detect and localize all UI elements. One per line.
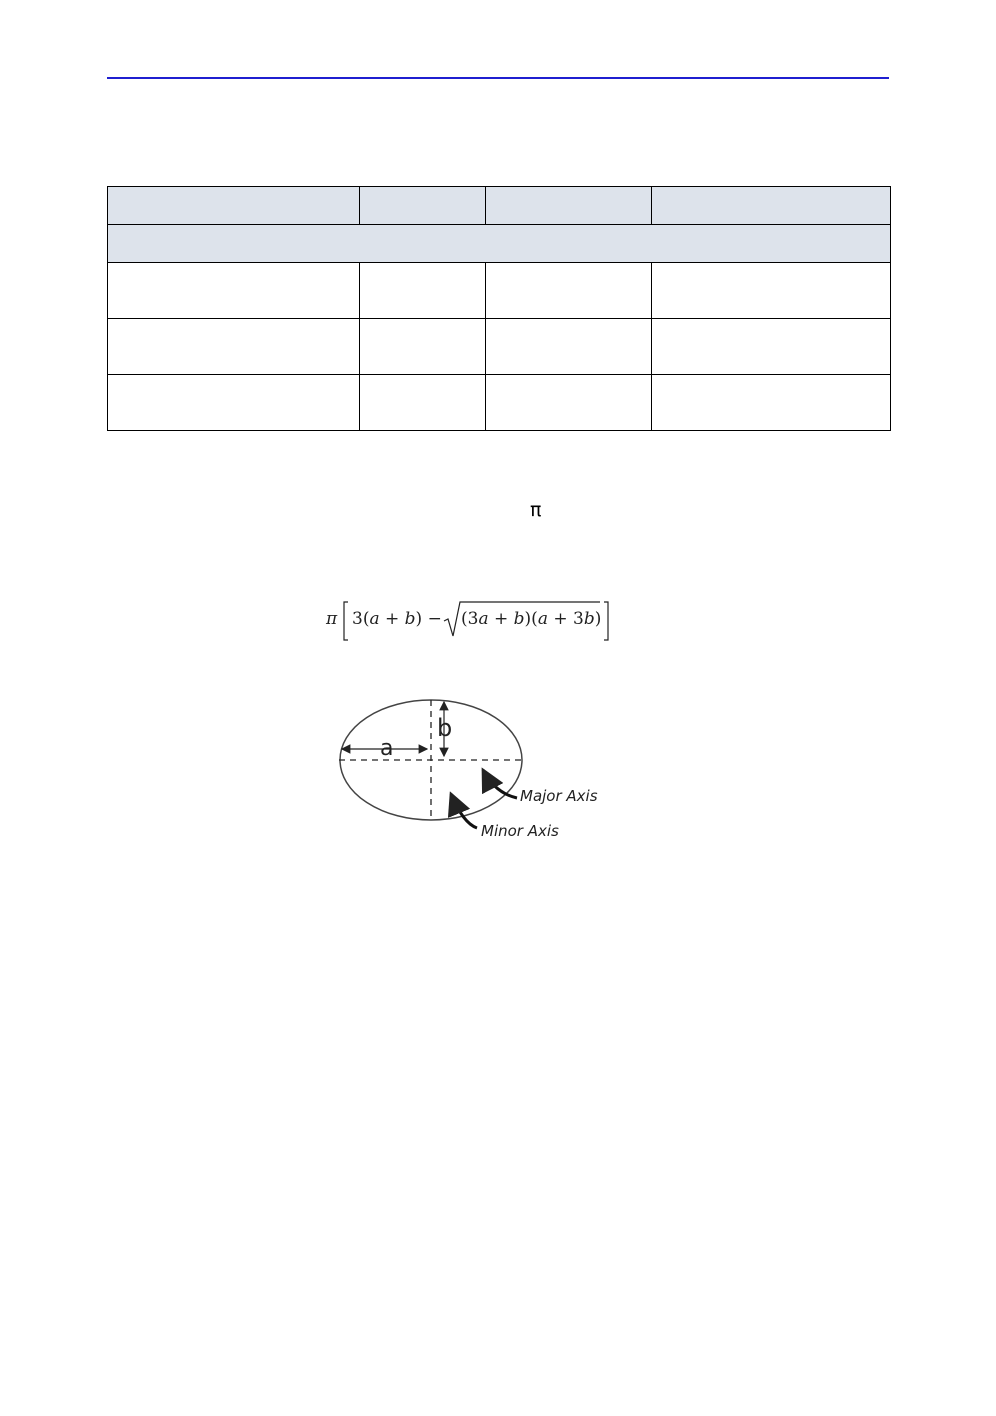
major-axis-pointer [483, 770, 517, 798]
table-cell [360, 375, 486, 431]
table-group-row [108, 225, 891, 263]
table-row [108, 375, 891, 431]
minor-axis-pointer [451, 794, 477, 828]
spec-table [107, 186, 891, 431]
table-cell [652, 319, 891, 375]
formula-pi: π [326, 609, 338, 629]
table-cell [652, 375, 891, 431]
table-header-cell [652, 187, 891, 225]
table-cell [652, 263, 891, 319]
table-cell [486, 375, 652, 431]
formula-radicand: (3a + b)(a + 3b) [461, 609, 602, 629]
label-b: b [437, 714, 453, 742]
ellipse-perimeter-formula [318, 590, 618, 650]
table-header-row [108, 187, 891, 225]
table-group-cell [108, 225, 891, 263]
table-row [108, 319, 891, 375]
table-cell [486, 319, 652, 375]
ellipse-diagram [325, 688, 625, 848]
table-row [108, 263, 891, 319]
formula-left-term: 3(a + b) − [352, 609, 442, 629]
label-a: a [380, 736, 394, 761]
table-cell [108, 375, 360, 431]
table-cell [360, 319, 486, 375]
table-cell [108, 319, 360, 375]
table-cell [486, 263, 652, 319]
table-header-cell [486, 187, 652, 225]
table-cell [360, 263, 486, 319]
left-bracket [344, 602, 348, 640]
major-axis-label: Major Axis [520, 787, 598, 805]
table-cell [108, 263, 360, 319]
table-header-cell [108, 187, 360, 225]
right-bracket [604, 602, 608, 640]
minor-axis-label: Minor Axis [481, 822, 559, 840]
pi-symbol: π [530, 499, 542, 521]
header-rule [107, 77, 889, 79]
table-header-cell [360, 187, 486, 225]
